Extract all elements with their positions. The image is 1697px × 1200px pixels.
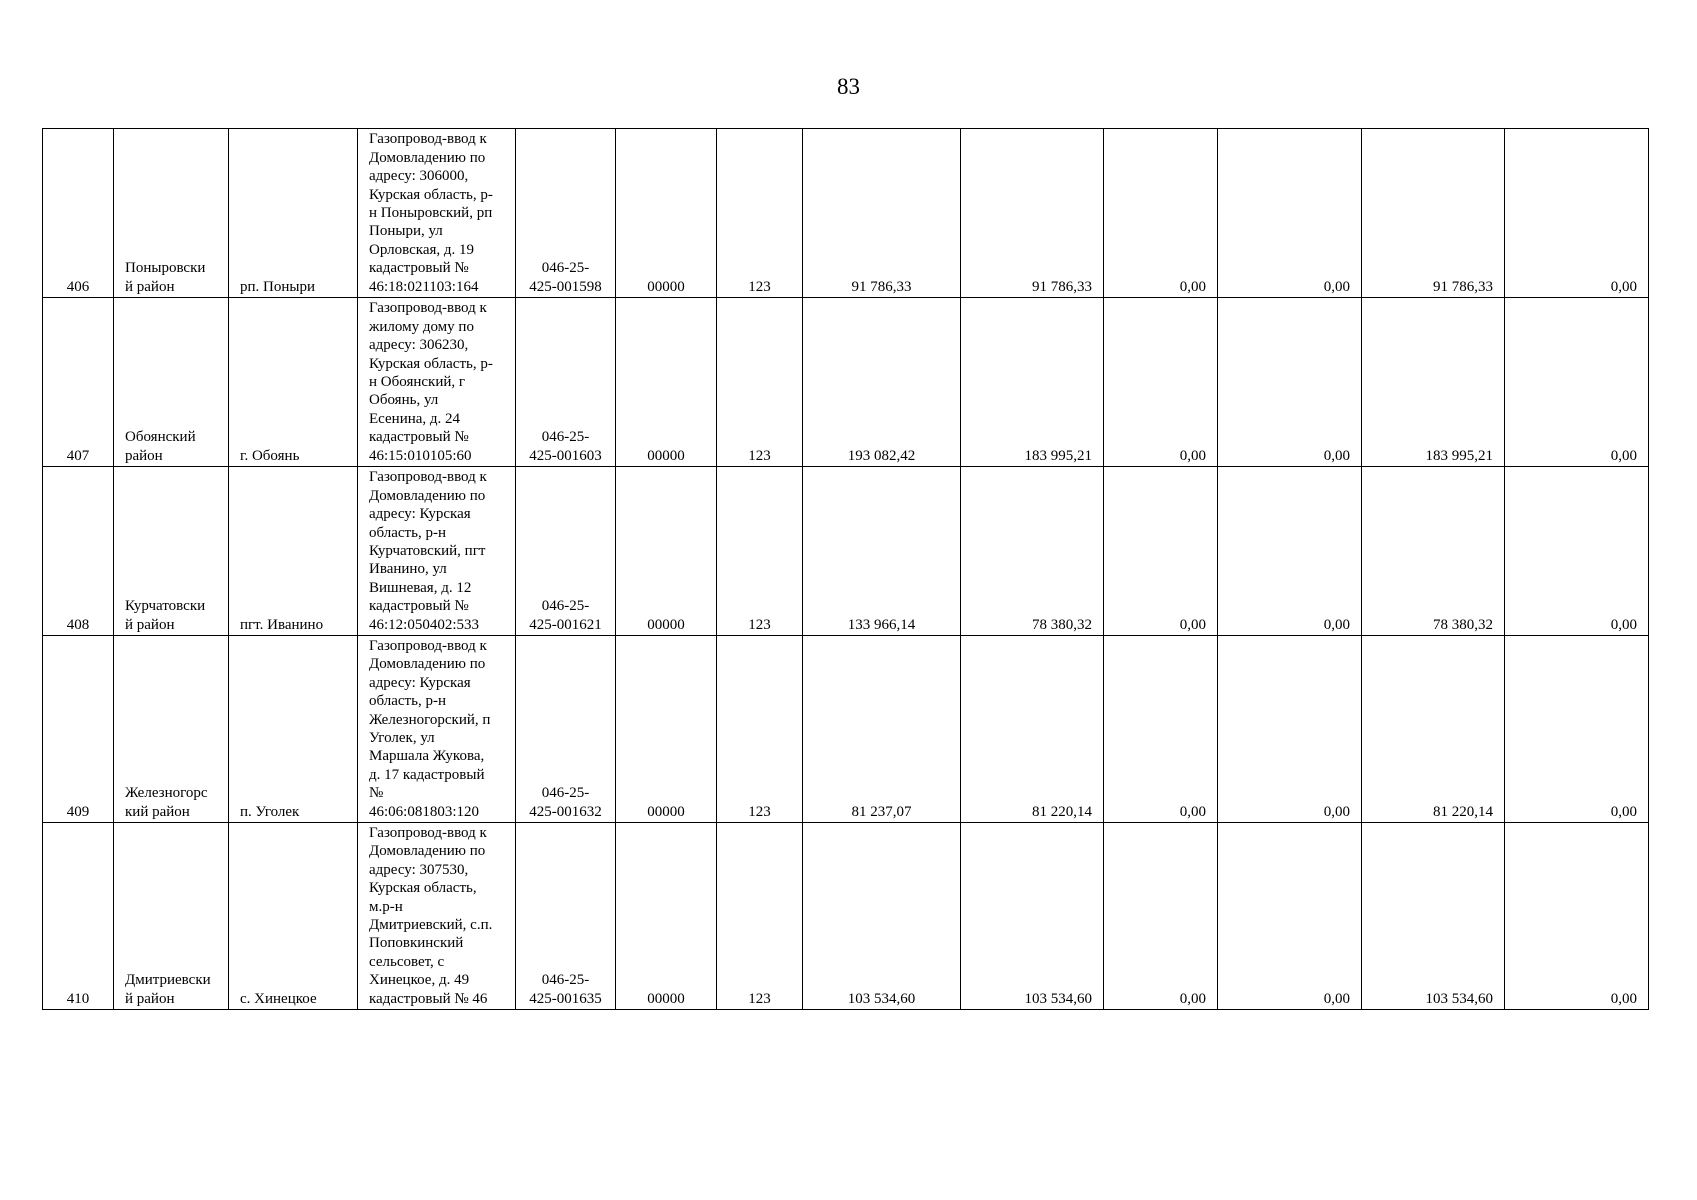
amount-cell: 0,00 xyxy=(1505,823,1649,1010)
amount-cell: 183 995,21 xyxy=(961,298,1104,467)
district-cell: Поныровски й район xyxy=(114,129,229,298)
page-number: 83 xyxy=(837,74,860,99)
code-cell: 00000 xyxy=(616,467,717,636)
row-number: 409 xyxy=(43,636,114,823)
amount-cell: 81 220,14 xyxy=(1362,636,1505,823)
row-number: 407 xyxy=(43,298,114,467)
amount-cell: 0,00 xyxy=(1218,823,1362,1010)
amount-cell: 0,00 xyxy=(1104,298,1218,467)
amount-cell: 91 786,33 xyxy=(803,129,961,298)
amount-cell: 78 380,32 xyxy=(1362,467,1505,636)
row-number: 408 xyxy=(43,467,114,636)
amount-cell: 0,00 xyxy=(1505,636,1649,823)
locality-cell: г. Обоянь xyxy=(229,298,358,467)
amount-cell: 0,00 xyxy=(1218,467,1362,636)
account-cell: 123 xyxy=(717,823,803,1010)
district-cell: Курчатовски й район xyxy=(114,467,229,636)
code-cell: 00000 xyxy=(616,823,717,1010)
amount-cell: 103 534,60 xyxy=(803,823,961,1010)
amount-cell: 91 786,33 xyxy=(961,129,1104,298)
amount-cell: 81 237,07 xyxy=(803,636,961,823)
table-row xyxy=(43,467,1649,636)
amount-cell: 193 082,42 xyxy=(803,298,961,467)
amount-cell: 103 534,60 xyxy=(1362,823,1505,1010)
object-description-cell: Газопровод-ввод к жилому дому по адресу: 306230, Курская область, р- н Обоянский, г Обоянь, ул Есенина, д. 24 кадастровый № 46:15:010105:60 xyxy=(358,298,516,467)
amount-cell: 0,00 xyxy=(1104,129,1218,298)
district-cell: Железногорс кий район xyxy=(114,636,229,823)
district-cell: Дмитриевски й район xyxy=(114,823,229,1010)
account-cell: 123 xyxy=(717,129,803,298)
inventory-number-cell: 046-25- 425-001635 xyxy=(516,823,616,1010)
object-description-cell: Газопровод-ввод к Домовладению по адресу: 307530, Курская область, м.р-н Дмитриевский, с.п. Поповкинский сельсовет, с Хинецкое, д. 49 кадастровый № 46 xyxy=(358,823,516,1010)
account-cell: 123 xyxy=(717,636,803,823)
amount-cell: 0,00 xyxy=(1218,636,1362,823)
amount-cell: 0,00 xyxy=(1505,129,1649,298)
amount-cell: 0,00 xyxy=(1104,467,1218,636)
inventory-number-cell: 046-25- 425-001603 xyxy=(516,298,616,467)
object-description-cell: Газопровод-ввод к Домовладению по адресу: Курская область, р-н Курчатовский, пгт Иванино, ул Вишневая, д. 12 кадастровый № 46:12:050402:533 xyxy=(358,467,516,636)
inventory-number-cell: 046-25- 425-001598 xyxy=(516,129,616,298)
amount-cell: 78 380,32 xyxy=(961,467,1104,636)
amount-cell: 91 786,33 xyxy=(1362,129,1505,298)
row-number: 406 xyxy=(43,129,114,298)
inventory-number-cell: 046-25- 425-001621 xyxy=(516,467,616,636)
locality-cell: п. Уголек xyxy=(229,636,358,823)
registry-table xyxy=(42,128,1649,1010)
object-description-cell: Газопровод-ввод к Домовладению по адресу: Курская область, р-н Железногорский, п Уголек, ул Маршала Жукова, д. 17 кадастровый № 46:06:081803:120 xyxy=(358,636,516,823)
amount-cell: 103 534,60 xyxy=(961,823,1104,1010)
table-row xyxy=(43,129,1649,298)
table-row xyxy=(43,823,1649,1010)
amount-cell: 0,00 xyxy=(1218,298,1362,467)
code-cell: 00000 xyxy=(616,636,717,823)
code-cell: 00000 xyxy=(616,298,717,467)
locality-cell: рп. Поныри xyxy=(229,129,358,298)
amount-cell: 81 220,14 xyxy=(961,636,1104,823)
locality-cell: пгт. Иванино xyxy=(229,467,358,636)
object-description-cell: Газопровод-ввод к Домовладению по адресу: 306000, Курская область, р- н Поныровский, рп Поныри, ул Орловская, д. 19 кадастровый № 46:18:021103:164 xyxy=(358,129,516,298)
amount-cell: 0,00 xyxy=(1505,467,1649,636)
amount-cell: 0,00 xyxy=(1505,298,1649,467)
district-cell: Обоянский район xyxy=(114,298,229,467)
table-row xyxy=(43,636,1649,823)
account-cell: 123 xyxy=(717,298,803,467)
amount-cell: 0,00 xyxy=(1218,129,1362,298)
table-row xyxy=(43,298,1649,467)
inventory-number-cell: 046-25- 425-001632 xyxy=(516,636,616,823)
amount-cell: 0,00 xyxy=(1104,823,1218,1010)
row-number: 410 xyxy=(43,823,114,1010)
amount-cell: 133 966,14 xyxy=(803,467,961,636)
account-cell: 123 xyxy=(717,467,803,636)
locality-cell: с. Хинецкое xyxy=(229,823,358,1010)
code-cell: 00000 xyxy=(616,129,717,298)
amount-cell: 183 995,21 xyxy=(1362,298,1505,467)
amount-cell: 0,00 xyxy=(1104,636,1218,823)
